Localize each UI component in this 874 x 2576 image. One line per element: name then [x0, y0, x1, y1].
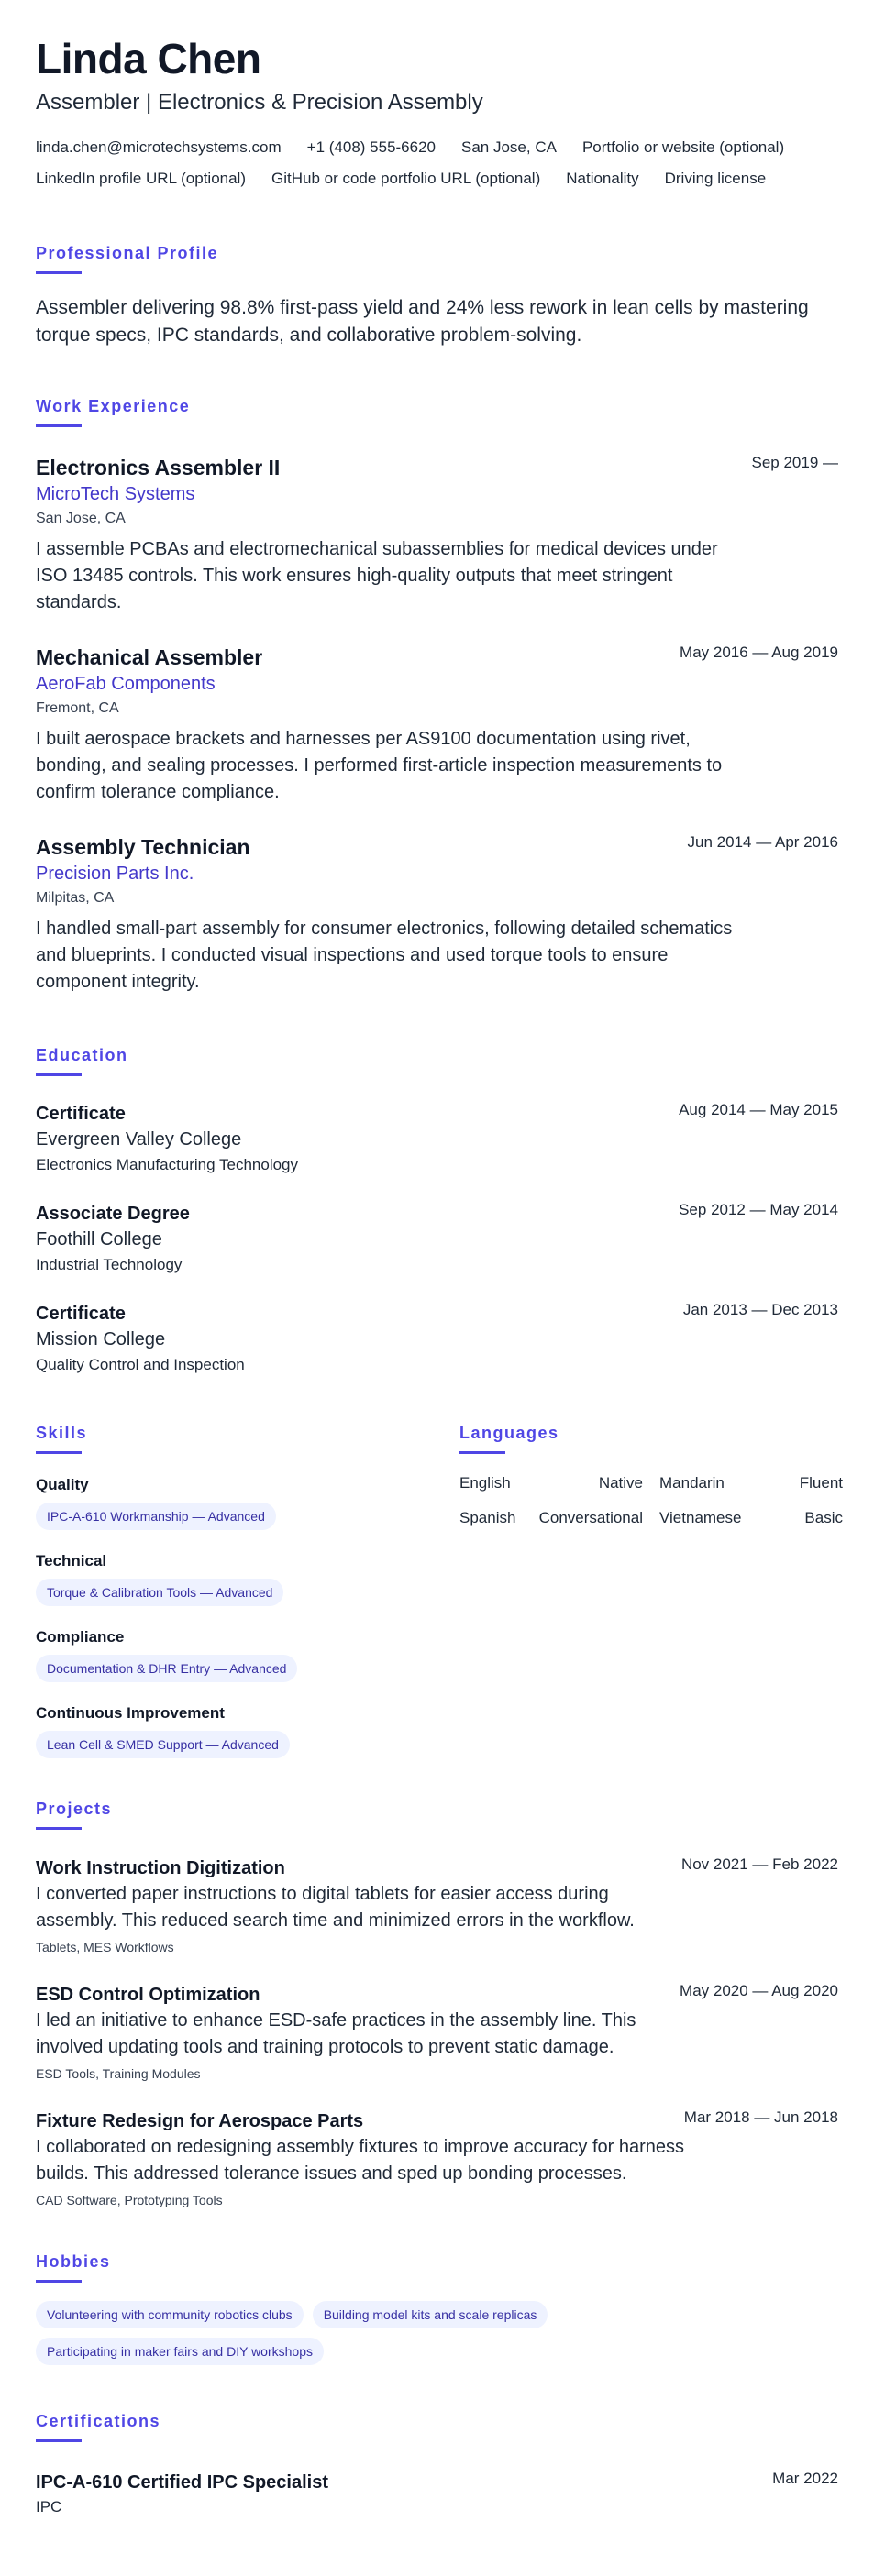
projects-section — [36, 1799, 838, 2211]
job-title: Electronics Assembler II — [36, 456, 281, 479]
job-description: I assemble PCBAs and electromechanical subassemblies for medical devices under ISO 13485 controls. This work ensures high-quality outputs that meet stringent standards. — [36, 539, 718, 612]
section-title-certifications: Certifications — [36, 2412, 161, 2430]
certifications-section — [36, 2411, 838, 2519]
candidate-headline: Assembler | Electronics & Precision Assembly — [36, 90, 483, 115]
hobby-chip: Building model kits and scale replicas — [313, 2301, 548, 2328]
languages-section — [459, 1423, 843, 1542]
section-rule — [459, 1451, 505, 1454]
experience-entry — [36, 644, 838, 806]
contact-location: San Jose, CA — [461, 138, 557, 156]
profile-section — [36, 243, 838, 349]
job-title: Assembly Technician — [36, 835, 250, 859]
section-rule — [36, 2439, 82, 2442]
field-of-study: Quality Control and Inspection — [36, 1356, 245, 1373]
certification-issuer: IPC — [36, 2498, 62, 2515]
education-date: Sep 2012 — May 2014 — [679, 1201, 838, 1218]
education-entry — [36, 1101, 838, 1177]
section-title-projects: Projects — [36, 1800, 113, 1818]
hobbies-section — [36, 2251, 838, 2374]
skill-group — [36, 1474, 421, 1530]
job-location: Fremont, CA — [36, 700, 119, 716]
languages-grid — [459, 1472, 843, 1542]
project-entry — [36, 1855, 838, 1958]
section-rule — [36, 424, 82, 427]
hobby-list — [36, 2301, 678, 2374]
education-entry — [36, 1201, 838, 1277]
section-title-skills: Skills — [36, 1424, 88, 1442]
project-title: Fixture Redesign for Aerospace Parts — [36, 2111, 364, 2131]
contact-email[interactable]: linda.chen@microtechsystems.com — [36, 138, 282, 156]
certification-date: Mar 2022 — [772, 2470, 838, 2487]
contact-github[interactable]: GitHub or code portfolio URL (optional) — [271, 170, 541, 187]
skill-chip: Lean Cell & SMED Support — Advanced — [36, 1731, 290, 1758]
language-level: Basic — [804, 1509, 843, 1526]
skill-category: Continuous Improvement — [36, 1704, 225, 1722]
contact-list — [36, 132, 843, 194]
experience-date: Jun 2014 — Apr 2016 — [687, 833, 838, 851]
section-rule — [36, 1073, 82, 1076]
section-title-languages: Languages — [459, 1424, 559, 1442]
job-description: I handled small-part assembly for consumer electronics, following detailed schematics and blueprints. I conducted visual inspections and used torque tools to ensure component integrity. — [36, 919, 733, 992]
certification-name: IPC-A-610 Certified IPC Specialist — [36, 2472, 328, 2493]
project-date: Nov 2021 — Feb 2022 — [680, 1855, 838, 1873]
project-title: ESD Control Optimization — [36, 1985, 260, 2005]
degree-title: Certificate — [36, 1304, 126, 1324]
language-name: Spanish — [459, 1509, 516, 1526]
language-row — [459, 1507, 843, 1542]
company-name: Precision Parts Inc. — [36, 864, 194, 884]
company-name: AeroFab Components — [36, 674, 216, 694]
certification-entry — [36, 2470, 838, 2519]
education-entry — [36, 1301, 838, 1377]
experience-date: May 2016 — Aug 2019 — [680, 644, 838, 661]
job-title: Mechanical Assembler — [36, 645, 263, 669]
job-description: I built aerospace brackets and harnesses per AS9100 documentation using rivet, bonding, and sealing processes. I performed first-article inspection measurements to confirm tolerance compliance. — [36, 729, 723, 802]
skill-chip: IPC-A-610 Workmanship — Advanced — [36, 1503, 276, 1530]
project-description: I collaborated on redesigning assembly fixtures to improve accuracy for harness builds. This addressed tolerance issues and sped up bonding processes. — [36, 2137, 685, 2184]
field-of-study: Electronics Manufacturing Technology — [36, 1156, 299, 1173]
education-section — [36, 1045, 838, 1377]
language-level: Fluent — [799, 1474, 843, 1492]
section-title-education: Education — [36, 1046, 128, 1064]
job-location: Milpitas, CA — [36, 890, 115, 906]
skill-category: Technical — [36, 1552, 107, 1569]
skills-languages-row — [36, 1423, 843, 1785]
contact-nationality: Nationality — [566, 170, 639, 187]
contact-driving-license: Driving license — [664, 170, 767, 187]
skill-group — [36, 1626, 421, 1682]
section-title-profile: Professional Profile — [36, 244, 219, 262]
education-date: Aug 2014 — May 2015 — [679, 1101, 838, 1118]
experience-entry — [36, 833, 838, 996]
project-entry — [36, 1982, 838, 2085]
skill-group — [36, 1550, 421, 1606]
skill-chip: Documentation & DHR Entry — Advanced — [36, 1655, 297, 1682]
project-description: I led an initiative to enhance ESD-safe practices in the assembly line. This involved updating tools and training protocols to prevent static damage. — [36, 2010, 636, 2057]
degree-title: Certificate — [36, 1104, 126, 1124]
skill-category: Compliance — [36, 1628, 125, 1646]
project-date: Mar 2018 — Jun 2018 — [683, 2108, 838, 2126]
education-date: Jan 2013 — Dec 2013 — [682, 1301, 838, 1318]
project-title: Work Instruction Digitization — [36, 1858, 285, 1878]
skill-group — [36, 1702, 421, 1758]
experience-date: Sep 2019 — — [751, 454, 838, 471]
experience-entry — [36, 454, 838, 616]
project-tags: ESD Tools, Training Modules — [36, 2066, 201, 2081]
section-rule — [36, 1827, 82, 1830]
hobby-chip: Volunteering with community robotics clubs — [36, 2301, 304, 2328]
project-entry — [36, 2108, 838, 2211]
skill-category: Quality — [36, 1476, 89, 1493]
experience-section — [36, 396, 838, 996]
project-tags: Tablets, MES Workflows — [36, 1940, 174, 1954]
skills-section — [36, 1423, 421, 1758]
section-rule — [36, 1451, 82, 1454]
profile-summary: Assembler delivering 98.8% first-pass yield and 24% less rework in lean cells by mastering torque specs, IPC standards, and collaborative problem-solving. — [36, 297, 809, 346]
section-title-hobbies: Hobbies — [36, 2252, 111, 2271]
contact-phone[interactable]: +1 (408) 555-6620 — [306, 138, 436, 156]
project-date: May 2020 — Aug 2020 — [680, 1982, 838, 1999]
contact-linkedin[interactable]: LinkedIn profile URL (optional) — [36, 170, 246, 187]
language-name: Mandarin — [659, 1474, 725, 1492]
language-name: Vietnamese — [659, 1509, 742, 1526]
school-name: Mission College — [36, 1329, 166, 1349]
section-rule — [36, 271, 82, 274]
project-tags: CAD Software, Prototyping Tools — [36, 2193, 223, 2207]
language-row — [459, 1472, 843, 1507]
language-level: Native — [598, 1474, 643, 1492]
field-of-study: Industrial Technology — [36, 1256, 183, 1273]
degree-title: Associate Degree — [36, 1204, 190, 1224]
school-name: Foothill College — [36, 1229, 162, 1249]
school-name: Evergreen Valley College — [36, 1129, 242, 1150]
project-description: I converted paper instructions to digital tablets for easier access during assembly. This reduced search time and minimized errors in the workflow. — [36, 1884, 635, 1931]
skill-chip: Torque & Calibration Tools — Advanced — [36, 1579, 283, 1606]
language-level: Conversational — [538, 1509, 643, 1526]
contact-portfolio[interactable]: Portfolio or website (optional) — [581, 138, 785, 156]
candidate-name: Linda Chen — [36, 35, 261, 83]
company-name: MicroTech Systems — [36, 484, 195, 504]
job-location: San Jose, CA — [36, 511, 126, 526]
hobby-chip: Participating in maker fairs and DIY workshops — [36, 2338, 324, 2365]
section-rule — [36, 2280, 82, 2283]
language-name: English — [459, 1474, 511, 1492]
section-title-experience: Work Experience — [36, 397, 191, 415]
